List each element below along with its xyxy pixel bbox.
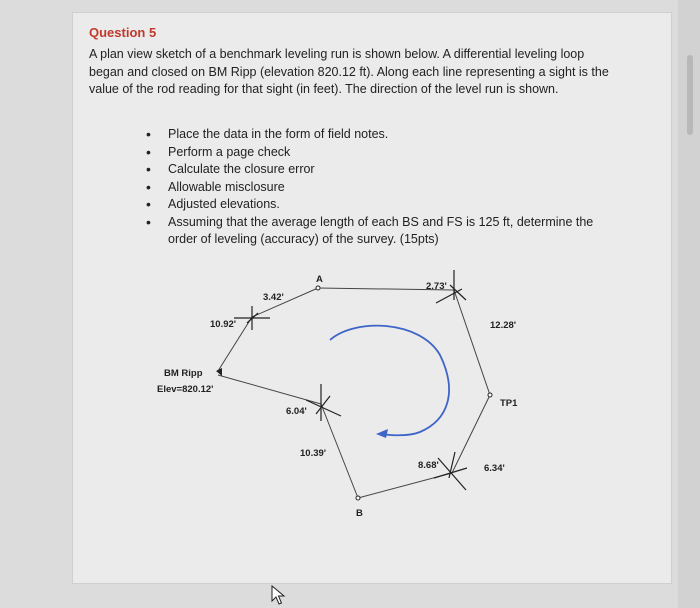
bm-name-label: BM Ripp [164, 368, 203, 379]
mouse-cursor-icon [270, 584, 286, 606]
point-label-tp1: TP1 [500, 398, 518, 409]
point-tp1-marker [488, 393, 492, 397]
question-title: Question 5 [89, 25, 157, 40]
instrument-setup-icon [306, 384, 341, 421]
rod-reading-label: 12.28' [490, 320, 517, 331]
rod-reading-label: 6.04' [286, 406, 307, 417]
task-item: • Adjusted elevations. [146, 196, 280, 212]
rod-reading-label: 10.39' [300, 448, 327, 459]
question-intro: A plan view sketch of a benchmark leveling run is shown below. A differential leveling loop began and closed on BM Ripp (elevation 820.12 ft). Along each line representing a sight is the value of the rod reading for that sight (in feet). The direction of the level run is shown. [89, 47, 609, 96]
rod-reading-label: 8.68' [418, 460, 439, 471]
rod-reading-label: 3.42' [263, 292, 284, 303]
rod-reading-label: 2.73' [426, 281, 447, 292]
sight-line [252, 288, 318, 317]
point-a-marker [316, 286, 320, 290]
point-label-b: B [356, 508, 363, 519]
sight-line [454, 290, 490, 395]
rod-reading-label: 10.92' [210, 319, 237, 330]
instrument-setup-icon [234, 306, 270, 330]
sight-line [321, 404, 358, 498]
bm-elevation-label: Elev=820.12' [157, 384, 214, 395]
point-label-a: A [316, 274, 323, 285]
task-item: • Allowable misclosure [146, 178, 285, 195]
task-item: • Perform a page check [146, 143, 291, 160]
rod-reading-label: 6.34' [484, 463, 505, 474]
task-item: • Place the data in the form of field notes. [146, 126, 389, 142]
task-item: • Assuming that the average length of each BS and FS is 125 ft, determine the order of leveling (accuracy) of the survey. (15pts) [146, 213, 594, 246]
task-item: • Calculate the closure error [146, 161, 315, 177]
sight-line [452, 395, 490, 473]
instrument-setup-icon [434, 452, 467, 490]
sight-line [218, 375, 321, 404]
arrowhead-icon [376, 429, 388, 438]
run-direction-arrow [330, 326, 449, 436]
point-b-marker [356, 496, 360, 500]
